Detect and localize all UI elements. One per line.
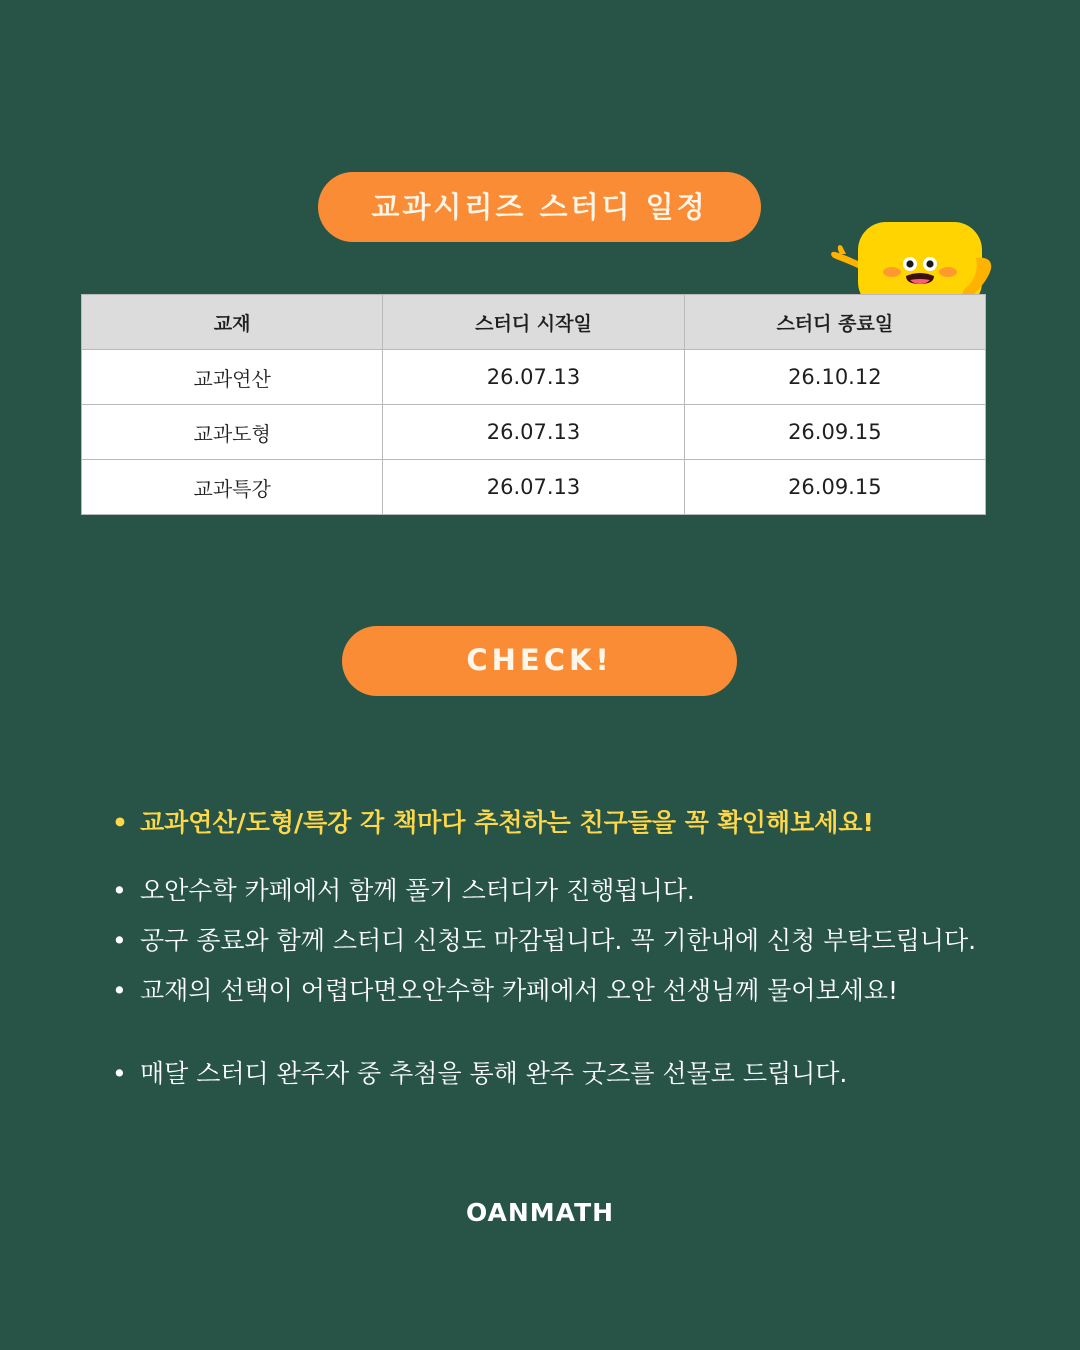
- schedule-table: [81, 294, 986, 515]
- end-date-cell: 26.09.15: [684, 405, 985, 460]
- bullet-icon: •: [112, 1059, 127, 1088]
- note-text: 공구 종료와 함께 스터디 신청도 마감됩니다. 꼭 기한내에 신청 부탁드립니다.: [140, 926, 977, 955]
- table-row: [82, 350, 986, 405]
- bullet-icon: •: [112, 926, 127, 955]
- bullet-icon: •: [112, 876, 127, 905]
- book-cell: 교과연산: [82, 350, 383, 405]
- column-header-book: 교재: [82, 295, 383, 350]
- list-item: [112, 921, 976, 957]
- bullet-icon: •: [112, 976, 127, 1005]
- list-item: [112, 871, 695, 907]
- list-item: [112, 971, 898, 1007]
- list-item: [112, 1054, 847, 1090]
- column-header-start-date: 스터디 시작일: [383, 295, 684, 350]
- list-item-highlight: [112, 803, 874, 839]
- table-row: [82, 460, 986, 515]
- schedule-title-pill: 교과시리즈 스터디 일정: [318, 172, 761, 242]
- note-text: 오안수학 카페에서 함께 풀기 스터디가 진행됩니다.: [140, 876, 695, 905]
- end-date-cell: 26.09.15: [684, 460, 985, 515]
- bullet-icon: •: [112, 808, 128, 837]
- note-text: 교재의 선택이 어렵다면오안수학 카페에서 오안 선생님께 물어보세요!: [140, 976, 899, 1005]
- start-date-cell: 26.07.13: [383, 405, 684, 460]
- start-date-cell: 26.07.13: [383, 460, 684, 515]
- book-cell: 교과도형: [82, 405, 383, 460]
- highlight-note-text: 교과연산/도형/특강 각 책마다 추천하는 친구들을 꼭 확인해보세요!: [140, 808, 874, 837]
- table-header-row: [82, 295, 986, 350]
- brand-logo-text: OANMATH: [465, 1198, 615, 1227]
- end-date-cell: 26.10.12: [684, 350, 985, 405]
- start-date-cell: 26.07.13: [383, 350, 684, 405]
- column-header-end-date: 스터디 종료일: [684, 295, 985, 350]
- table-row: [82, 405, 986, 460]
- book-cell: 교과특강: [82, 460, 383, 515]
- check-pill: CHECK!: [342, 626, 737, 696]
- note-text: 매달 스터디 완주자 중 추첨을 통해 완주 굿즈를 선물로 드립니다.: [140, 1059, 848, 1088]
